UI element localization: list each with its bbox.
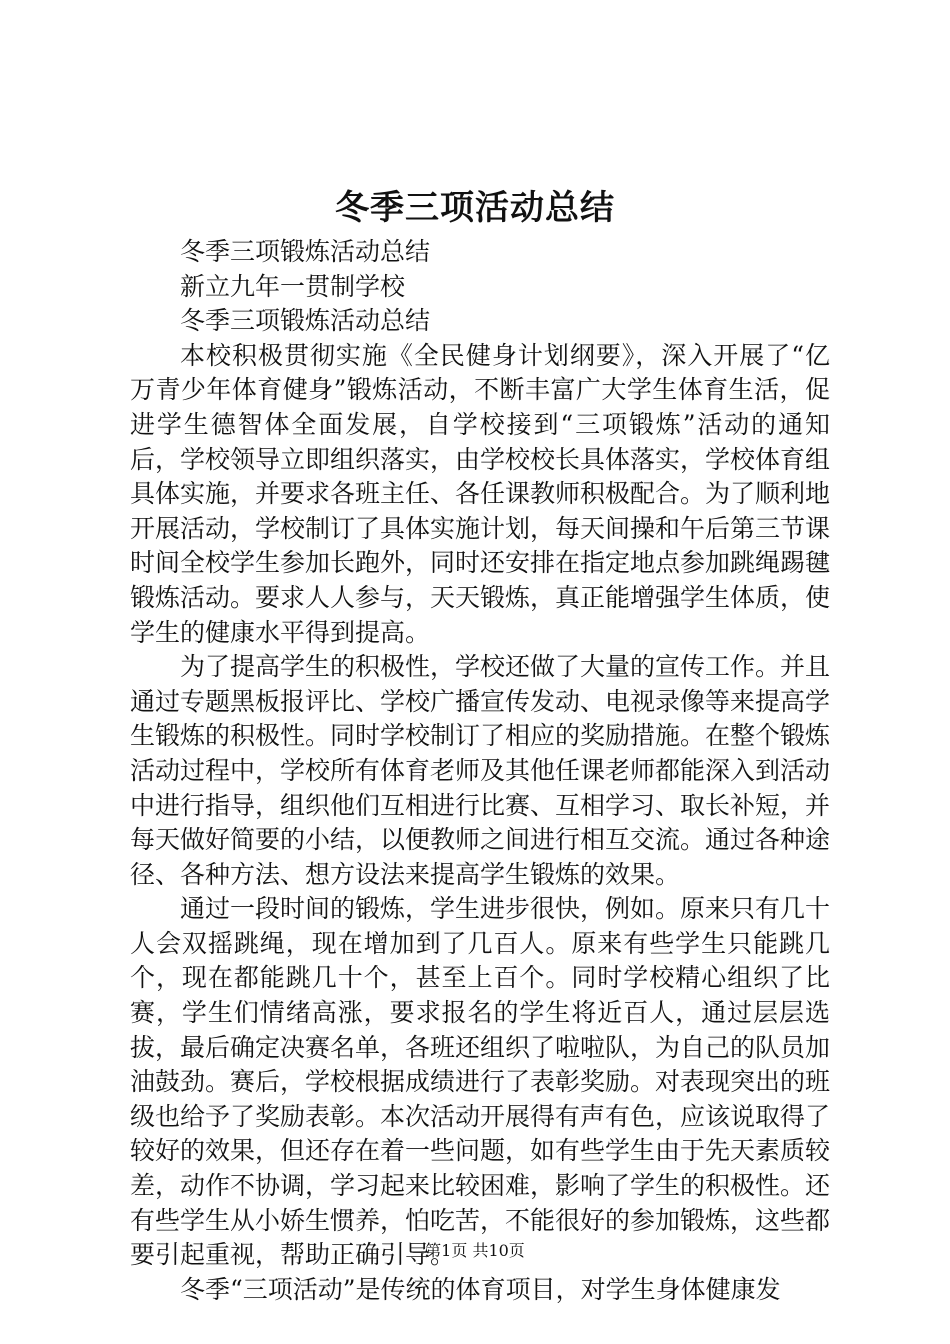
document-body [130,235,830,1307]
subtitle-paragraph: 冬季三项锻炼活动总结 [180,237,431,266]
document-title: 冬季三项活动总结 [335,188,615,228]
page-footer: 第1页 共10页 [425,1241,525,1260]
body-paragraph-3: 通过一段时间的锻炼，学生进步很快，例如。原来只有几十人会双摇跳绳，现在增加到了几百人。原来有些学生只能跳几个，现在都能跳几十个，甚至上百个。同时学校精心组织了比赛，学生们情绪高涨，要求报名的学生将近百人，通过层层选拔，最后确定决赛名单，各班还组织了啦啦队，为自己的队员加油鼓劲。赛后，学校根据成绩进行了表彰奖励。对表现突出的班级也给予了奖励表彰。本次活动开展得有声有色，应该说取得了较好的效果，但还存在着一些问题，如有些学生由于先天素质较差，动作不协调，学习起来比较困难，影响了学生的积极性。还有些学生从小娇生惯养，怕吃苦，不能很好的参加锻炼，这些都要引起重视，帮助正确引导。 [130,894,831,1270]
school-name-paragraph: 新立九年一贯制学校 [180,271,406,301]
subtitle-repeat-paragraph: 冬季三项锻炼活动总结 [180,306,431,336]
body-paragraph-4: 冬季“三项活动”是传统的体育项目，对学生身体健康发 [180,1274,781,1304]
body-paragraph-2: 为了提高学生的积极性，学校还做了大量的宣传工作。并且通过专题黑板报评比、学校广播宣传发动、电视录像等来提高学生锻炼的积极性。同时学校制订了相应的奖励措施。在整个锻炼活动过程中，学校所有体育老师及其他任课老师都能深入到活动中进行指导，组织他们互相进行比赛、互相学习、取长补短，并每天做好简要的小结，以便教师之间进行相互交流。通过各种途径、各种方法、想方设法来提高学生锻炼的效果。 [130,652,831,889]
body-paragraph-1: 本校积极贯彻实施《全民健身计划纲要》，深入开展了“亿万青少年体育健身”锻炼活动，不断丰富广大学生体育生活，促进学生德智体全面发展，自学校接到“三项锻炼”活动的通知后，学校领导立即组织落实，由学校校长具体落实，学校体育组具体实施，并要求各班主任、各任课教师积极配合。为了顺利地开展活动，学校制订了具体实施计划，每天间操和午后第三节课时间全校学生参加长跑外，同时还安排在指定地点参加跳绳踢毽锻炼活动。要求人人参与，天天锻炼，真正能增强学生体质，使学生的健康水平得到提高。 [130,340,831,647]
